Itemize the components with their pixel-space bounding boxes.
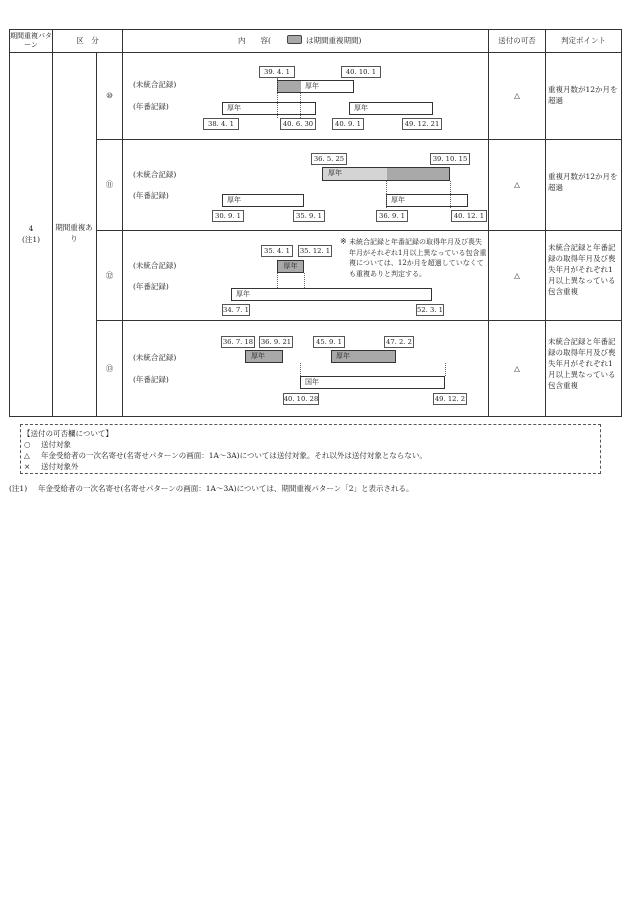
legend-mark: △ bbox=[24, 451, 30, 460]
date-label: 35. 4. 1 bbox=[261, 245, 293, 257]
date-label: 45. 9. 1 bbox=[313, 336, 345, 348]
date-label: 49. 12. 2 bbox=[433, 393, 467, 405]
unmerged-label: (未統合記録) bbox=[133, 80, 177, 89]
footnote-text: 年金受給者の一次名寄せ(名寄せパターンの画面：1A～3A)については、期間重複パターン「2」と表示される。 bbox=[38, 484, 414, 493]
record-bar bbox=[277, 80, 354, 93]
pension-label: (年番記録) bbox=[133, 191, 169, 200]
record-bar: 厚年 bbox=[222, 102, 316, 115]
record-bar: 厚年 bbox=[245, 350, 283, 363]
judge-point: 未統合記録と年番記録の取得年月及び喪失年月がそれぞれ1月以上異なっている包含重複 bbox=[548, 337, 616, 390]
date-label: 40. 10. 1 bbox=[341, 66, 381, 78]
date-label: 35. 9. 1 bbox=[293, 210, 325, 222]
date-label: 40. 12. 1 bbox=[451, 210, 487, 222]
pattern-number: 4 bbox=[28, 224, 34, 233]
row-number: ⑩ bbox=[106, 91, 113, 101]
send-status: △ bbox=[514, 363, 520, 373]
record-bar: 国年 bbox=[300, 376, 445, 389]
record-bar: 厚年 bbox=[349, 102, 433, 115]
row-number: ⑫ bbox=[105, 270, 114, 280]
note-text: 未統合記録と年番記録の取得年月及び喪失年月がそれぞれ1月以上異なっている包含重複については、12か月を超過していなくても重複ありと判定する。 bbox=[349, 238, 487, 278]
legend-mark: × bbox=[24, 462, 31, 471]
header-section: 区 分 bbox=[76, 36, 99, 46]
header-content-right: は期間重複期間) bbox=[306, 36, 362, 45]
date-label: 36. 5. 25 bbox=[311, 153, 347, 165]
pattern-note: (注1) bbox=[21, 235, 41, 244]
date-label: 36. 9. 1 bbox=[376, 210, 408, 222]
pension-label: (年番記録) bbox=[133, 102, 169, 111]
legend-text: 送付対象外 bbox=[41, 462, 79, 471]
legend-text: 送付対象 bbox=[41, 440, 71, 449]
overlap-region bbox=[387, 168, 449, 180]
date-label: 36. 7. 18 bbox=[221, 336, 255, 348]
table-border-right bbox=[621, 29, 622, 417]
pension-label: (年番記録) bbox=[133, 282, 169, 291]
date-label: 40. 9. 1 bbox=[332, 118, 364, 130]
legend-text: 年金受給者の一次名寄せ(名寄せパターンの画面：1A～3A)については送付対象。それ以外は送付対象とならない。 bbox=[41, 451, 427, 460]
date-label: 36. 9. 21 bbox=[259, 336, 293, 348]
judge-point: 未統合記録と年番記録の取得年月及び喪失年月がそれぞれ1月以上異なっている包含重複 bbox=[548, 243, 616, 296]
send-status: △ bbox=[514, 270, 520, 280]
unmerged-label: (未統合記録) bbox=[133, 170, 177, 179]
date-label: 40. 10. 28 bbox=[283, 393, 319, 405]
send-status: △ bbox=[514, 180, 520, 190]
row-number: ⑪ bbox=[105, 180, 114, 190]
judge-point: 重複月数が12か月を超過 bbox=[548, 85, 618, 105]
date-label: 39. 10. 15 bbox=[430, 153, 470, 165]
date-label: 49. 12. 21 bbox=[402, 118, 442, 130]
date-label: 47. 2. 2 bbox=[384, 336, 414, 348]
date-label: 39. 4. 1 bbox=[259, 66, 295, 78]
note-mark: ※ bbox=[340, 237, 347, 246]
unmerged-label: (未統合記録) bbox=[133, 261, 177, 270]
table-border-left bbox=[9, 29, 10, 417]
date-label: 38. 4. 1 bbox=[203, 118, 239, 130]
bar-label: 厚年 bbox=[305, 82, 319, 90]
date-label: 52. 3. 1 bbox=[416, 304, 444, 316]
pension-label: (年番記録) bbox=[133, 375, 169, 384]
record-bar: 厚年 bbox=[331, 350, 396, 363]
record-bar: 厚年 bbox=[222, 194, 304, 207]
record-bar: 厚年 bbox=[386, 194, 468, 207]
row-number: ⑬ bbox=[105, 363, 114, 373]
overlap-label: 期間重複あり bbox=[55, 222, 93, 243]
bar-label: 厚年 bbox=[328, 169, 342, 177]
date-label: 35. 12. 1 bbox=[298, 245, 332, 257]
header-content-left: 内 容( bbox=[238, 36, 271, 45]
record-bar: 厚年 bbox=[277, 260, 304, 273]
header-judge: 判定ポイント bbox=[561, 36, 606, 46]
record-bar: 厚年 bbox=[231, 288, 432, 301]
footnote-label: (注1) bbox=[9, 484, 28, 493]
header-pattern: 期間重複パターン bbox=[10, 32, 52, 49]
send-status: △ bbox=[514, 91, 520, 101]
unmerged-label: (未統合記録) bbox=[133, 353, 177, 362]
date-label: 30. 9. 1 bbox=[212, 210, 244, 222]
overlap-region bbox=[278, 81, 301, 92]
judge-point: 重複月数が12か月を超過 bbox=[548, 172, 618, 192]
date-label: 40. 6. 30 bbox=[280, 118, 316, 130]
legend-title: 【送付の可否欄について】 bbox=[23, 429, 113, 438]
record-bar bbox=[322, 167, 450, 181]
header-send: 送付の可否 bbox=[498, 36, 536, 46]
date-label: 34. 7. 1 bbox=[222, 304, 250, 316]
overlap-legend-swatch bbox=[287, 35, 302, 44]
legend-mark: ○ bbox=[24, 440, 31, 449]
table-border-bottom bbox=[9, 416, 622, 417]
